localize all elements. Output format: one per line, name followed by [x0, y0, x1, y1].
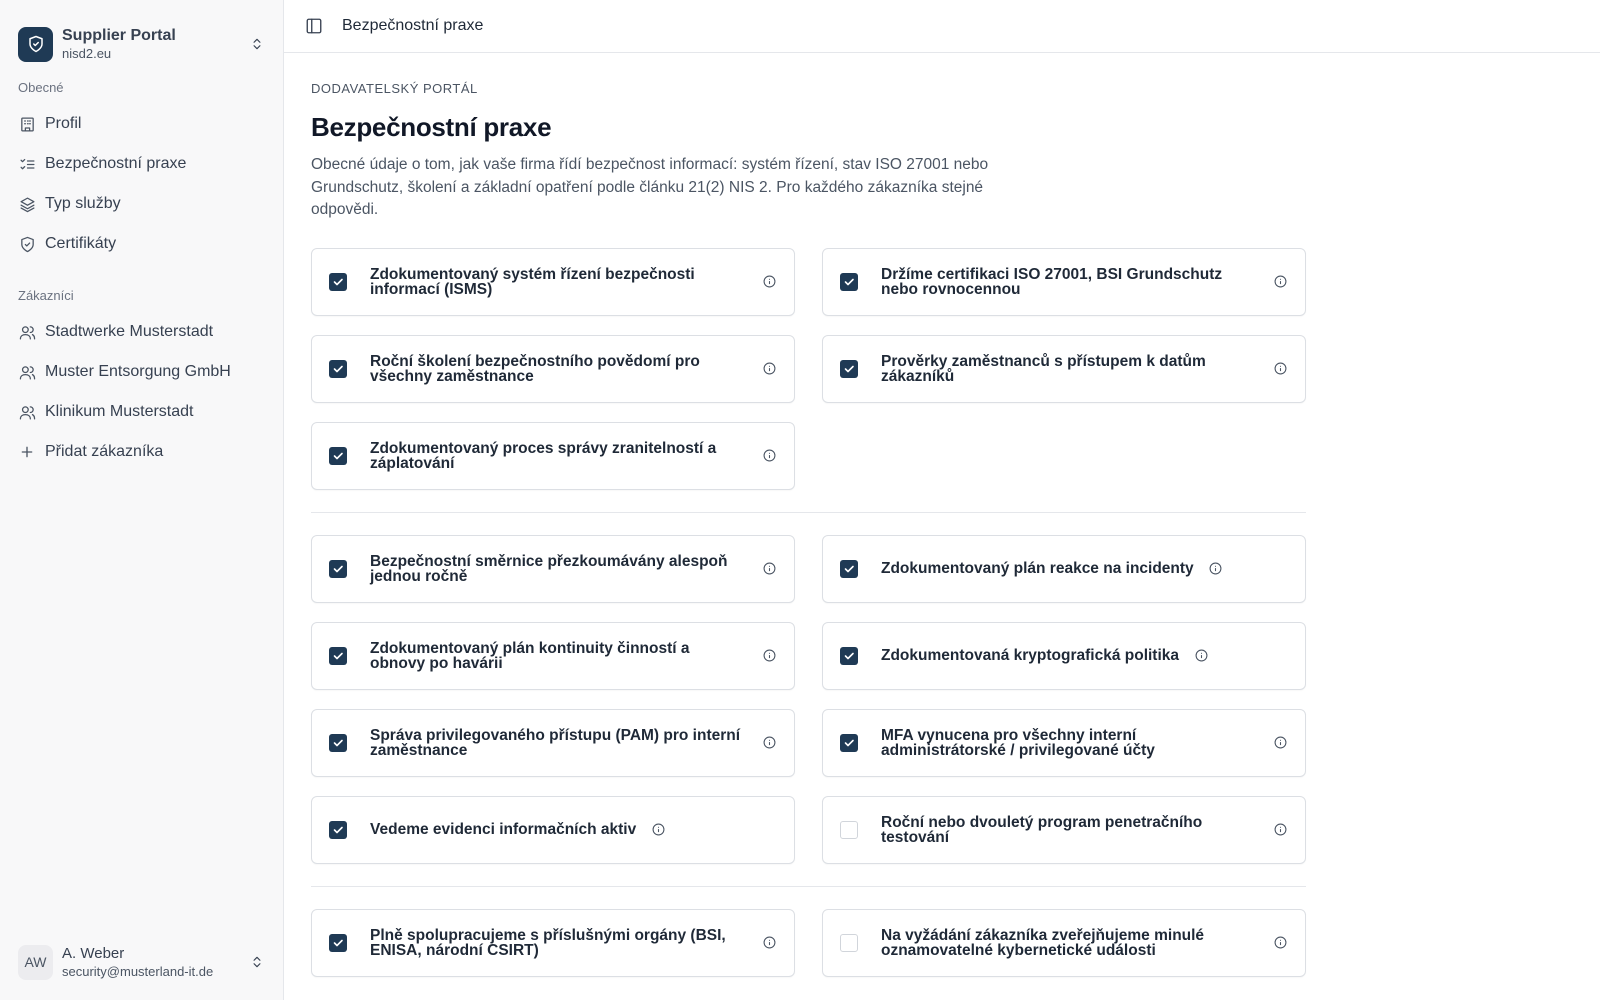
practice-card: [822, 622, 1306, 690]
info-icon[interactable]: [1193, 648, 1209, 664]
practice-label: MFA vynucena pro všechny interní administrátorské / privilegované účty: [881, 726, 1155, 759]
practice-label: Správa privilegovaného přístupu (PAM) pro interní zaměstnance: [370, 726, 741, 759]
info-icon[interactable]: [761, 361, 777, 377]
add-customer-label: Přidat zákazníka: [45, 443, 164, 460]
practice-card: [311, 796, 795, 864]
sidebar-item-stadtwerke-musterstadt[interactable]: [0, 312, 283, 352]
practice-label: Prověrky zaměstnanců s přístupem k datům zákazníků: [881, 352, 1206, 385]
info-icon[interactable]: [761, 648, 777, 664]
info-icon[interactable]: [761, 935, 777, 951]
practice-card: [311, 709, 795, 777]
practice-checkbox[interactable]: [840, 360, 858, 378]
chevrons-up-down-icon: [249, 36, 265, 52]
practice-card: [822, 248, 1306, 316]
section-divider: [311, 512, 1306, 513]
nav-group-customers: Zákazníci: [18, 288, 74, 303]
info-icon[interactable]: [1272, 361, 1288, 377]
sidebar-item-label: Muster Entsorgung GmbH: [45, 363, 231, 380]
practice-checkbox[interactable]: [329, 360, 347, 378]
info-icon[interactable]: [1272, 822, 1288, 838]
practice-grid: [311, 535, 1304, 864]
sidebar-item-muster-entsorgung[interactable]: [0, 352, 283, 392]
practice-grid: [311, 248, 1304, 490]
info-icon[interactable]: [1272, 935, 1288, 951]
info-icon[interactable]: [1272, 274, 1288, 290]
plus-icon: [18, 443, 36, 461]
sidebar-item-certifikaty[interactable]: [0, 224, 283, 264]
users-icon: [18, 403, 36, 421]
info-icon[interactable]: [761, 448, 777, 464]
practice-card: [822, 709, 1306, 777]
practice-checkbox[interactable]: [329, 821, 347, 839]
workspace-switcher[interactable]: [0, 0, 283, 72]
building-icon: [18, 115, 36, 133]
add-customer-button[interactable]: [0, 432, 283, 472]
shield-check-icon: [18, 235, 36, 253]
practice-checkbox[interactable]: [329, 447, 347, 465]
practice-label: Roční nebo dvouletý program penetračního testování: [881, 813, 1203, 846]
list-checks-icon: [18, 155, 36, 173]
practice-card: [311, 535, 795, 603]
practice-card: [311, 422, 795, 490]
practice-card: [822, 909, 1306, 977]
info-icon[interactable]: [761, 274, 777, 290]
user-menu[interactable]: [0, 924, 283, 1000]
practice-checkbox[interactable]: [329, 273, 347, 291]
chevrons-up-down-icon: [249, 954, 265, 970]
section-divider: [311, 886, 1306, 887]
practice-label: Bezpečnostní směrnice přezkoumávány alespoň jednou ročně: [370, 552, 728, 585]
practice-checkbox[interactable]: [329, 934, 347, 952]
breadcrumb: Bezpečnostní praxe: [342, 17, 484, 34]
sidebar-item-label: Stadtwerke Musterstadt: [45, 323, 214, 340]
sidebar-item-bezpecnostni-praxe[interactable]: [0, 144, 283, 184]
brand-title: Supplier Portal: [62, 27, 176, 44]
practice-label: Zdokumentovaný plán kontinuity činností a obnovy po havárii: [370, 639, 690, 672]
practice-label: Roční školení bezpečnostního povědomí pro všechny zaměstnance: [370, 352, 700, 385]
practice-checkbox[interactable]: [840, 273, 858, 291]
practice-label: Plně spolupracujeme s příslušnými orgány (BSI, ENISA, národní CSIRT): [370, 926, 726, 959]
sidebar-item-label: Bezpečnostní praxe: [45, 155, 187, 172]
page-eyebrow: DODAVATELSKÝ PORTÁL: [311, 81, 478, 96]
sidebar-item-label: Certifikáty: [45, 235, 117, 252]
practice-card: [822, 796, 1306, 864]
practice-sections: [311, 248, 1304, 977]
sidebar-item-klinikum-musterstadt[interactable]: [0, 392, 283, 432]
info-icon[interactable]: [761, 735, 777, 751]
practice-checkbox[interactable]: [840, 821, 858, 839]
sidebar-item-typ-sluzby[interactable]: [0, 184, 283, 224]
user-name: A. Weber: [62, 945, 125, 962]
sidebar-item-label: Klinikum Musterstadt: [45, 403, 194, 420]
nav-group-general: Obecné: [18, 80, 64, 95]
practice-card: [311, 335, 795, 403]
practice-checkbox[interactable]: [329, 734, 347, 752]
page-description: Obecné údaje o tom, jak vaše firma řídí bezpečnost informací: systém řízení, stav ISO 27001 nebo Grundschutz, školení a základní opatření podle článku 21(2) NIS 2. Pro každého zákazníka stejné odpovědi.: [311, 156, 989, 218]
practice-checkbox[interactable]: [840, 647, 858, 665]
sidebar-item-label: Profil: [45, 115, 82, 132]
info-icon[interactable]: [1272, 735, 1288, 751]
sidebar: [0, 0, 284, 1000]
practice-checkbox[interactable]: [840, 734, 858, 752]
practice-label: Vedeme evidenci informačních aktiv: [370, 821, 637, 838]
practice-card: [311, 622, 795, 690]
practice-card: [311, 248, 795, 316]
info-icon[interactable]: [650, 822, 666, 838]
practice-card: [822, 335, 1306, 403]
brand-subtitle: nisd2.eu: [62, 46, 112, 61]
practice-grid: [311, 909, 1304, 977]
practice-label: Na vyžádání zákazníka zveřejňujeme minulé oznamovatelné kybernetické události: [881, 926, 1205, 959]
sidebar-toggle-icon[interactable]: [304, 16, 324, 36]
practice-card: [822, 535, 1306, 603]
practice-label: Zdokumentovaný systém řízení bezpečnosti informací (ISMS): [370, 265, 695, 298]
practice-label: Zdokumentovaný proces správy zranitelností a záplatování: [370, 439, 717, 472]
shield-logo-icon: [18, 27, 53, 62]
page-title: Bezpečnostní praxe: [311, 112, 552, 142]
practice-label: Zdokumentovaný plán reakce na incidenty: [881, 560, 1194, 577]
users-icon: [18, 323, 36, 341]
user-email: security@musterland-it.de: [62, 964, 214, 979]
practice-card: [311, 909, 795, 977]
info-icon[interactable]: [761, 561, 777, 577]
practice-checkbox[interactable]: [840, 934, 858, 952]
layers-icon: [18, 195, 36, 213]
avatar: AW: [18, 945, 53, 980]
topbar: [284, 0, 1600, 53]
sidebar-item-profil[interactable]: [0, 104, 283, 144]
sidebar-item-label: Typ služby: [45, 195, 121, 212]
practice-label: Zdokumentovaná kryptografická politika: [881, 647, 1180, 664]
practice-label: Držíme certifikaci ISO 27001, BSI Grundschutz nebo rovnocennou: [881, 265, 1223, 298]
practice-checkbox[interactable]: [329, 647, 347, 665]
info-icon[interactable]: [1208, 561, 1224, 577]
users-icon: [18, 363, 36, 381]
practice-checkbox[interactable]: [840, 560, 858, 578]
practice-checkbox[interactable]: [329, 560, 347, 578]
main-content: [284, 0, 1600, 1000]
